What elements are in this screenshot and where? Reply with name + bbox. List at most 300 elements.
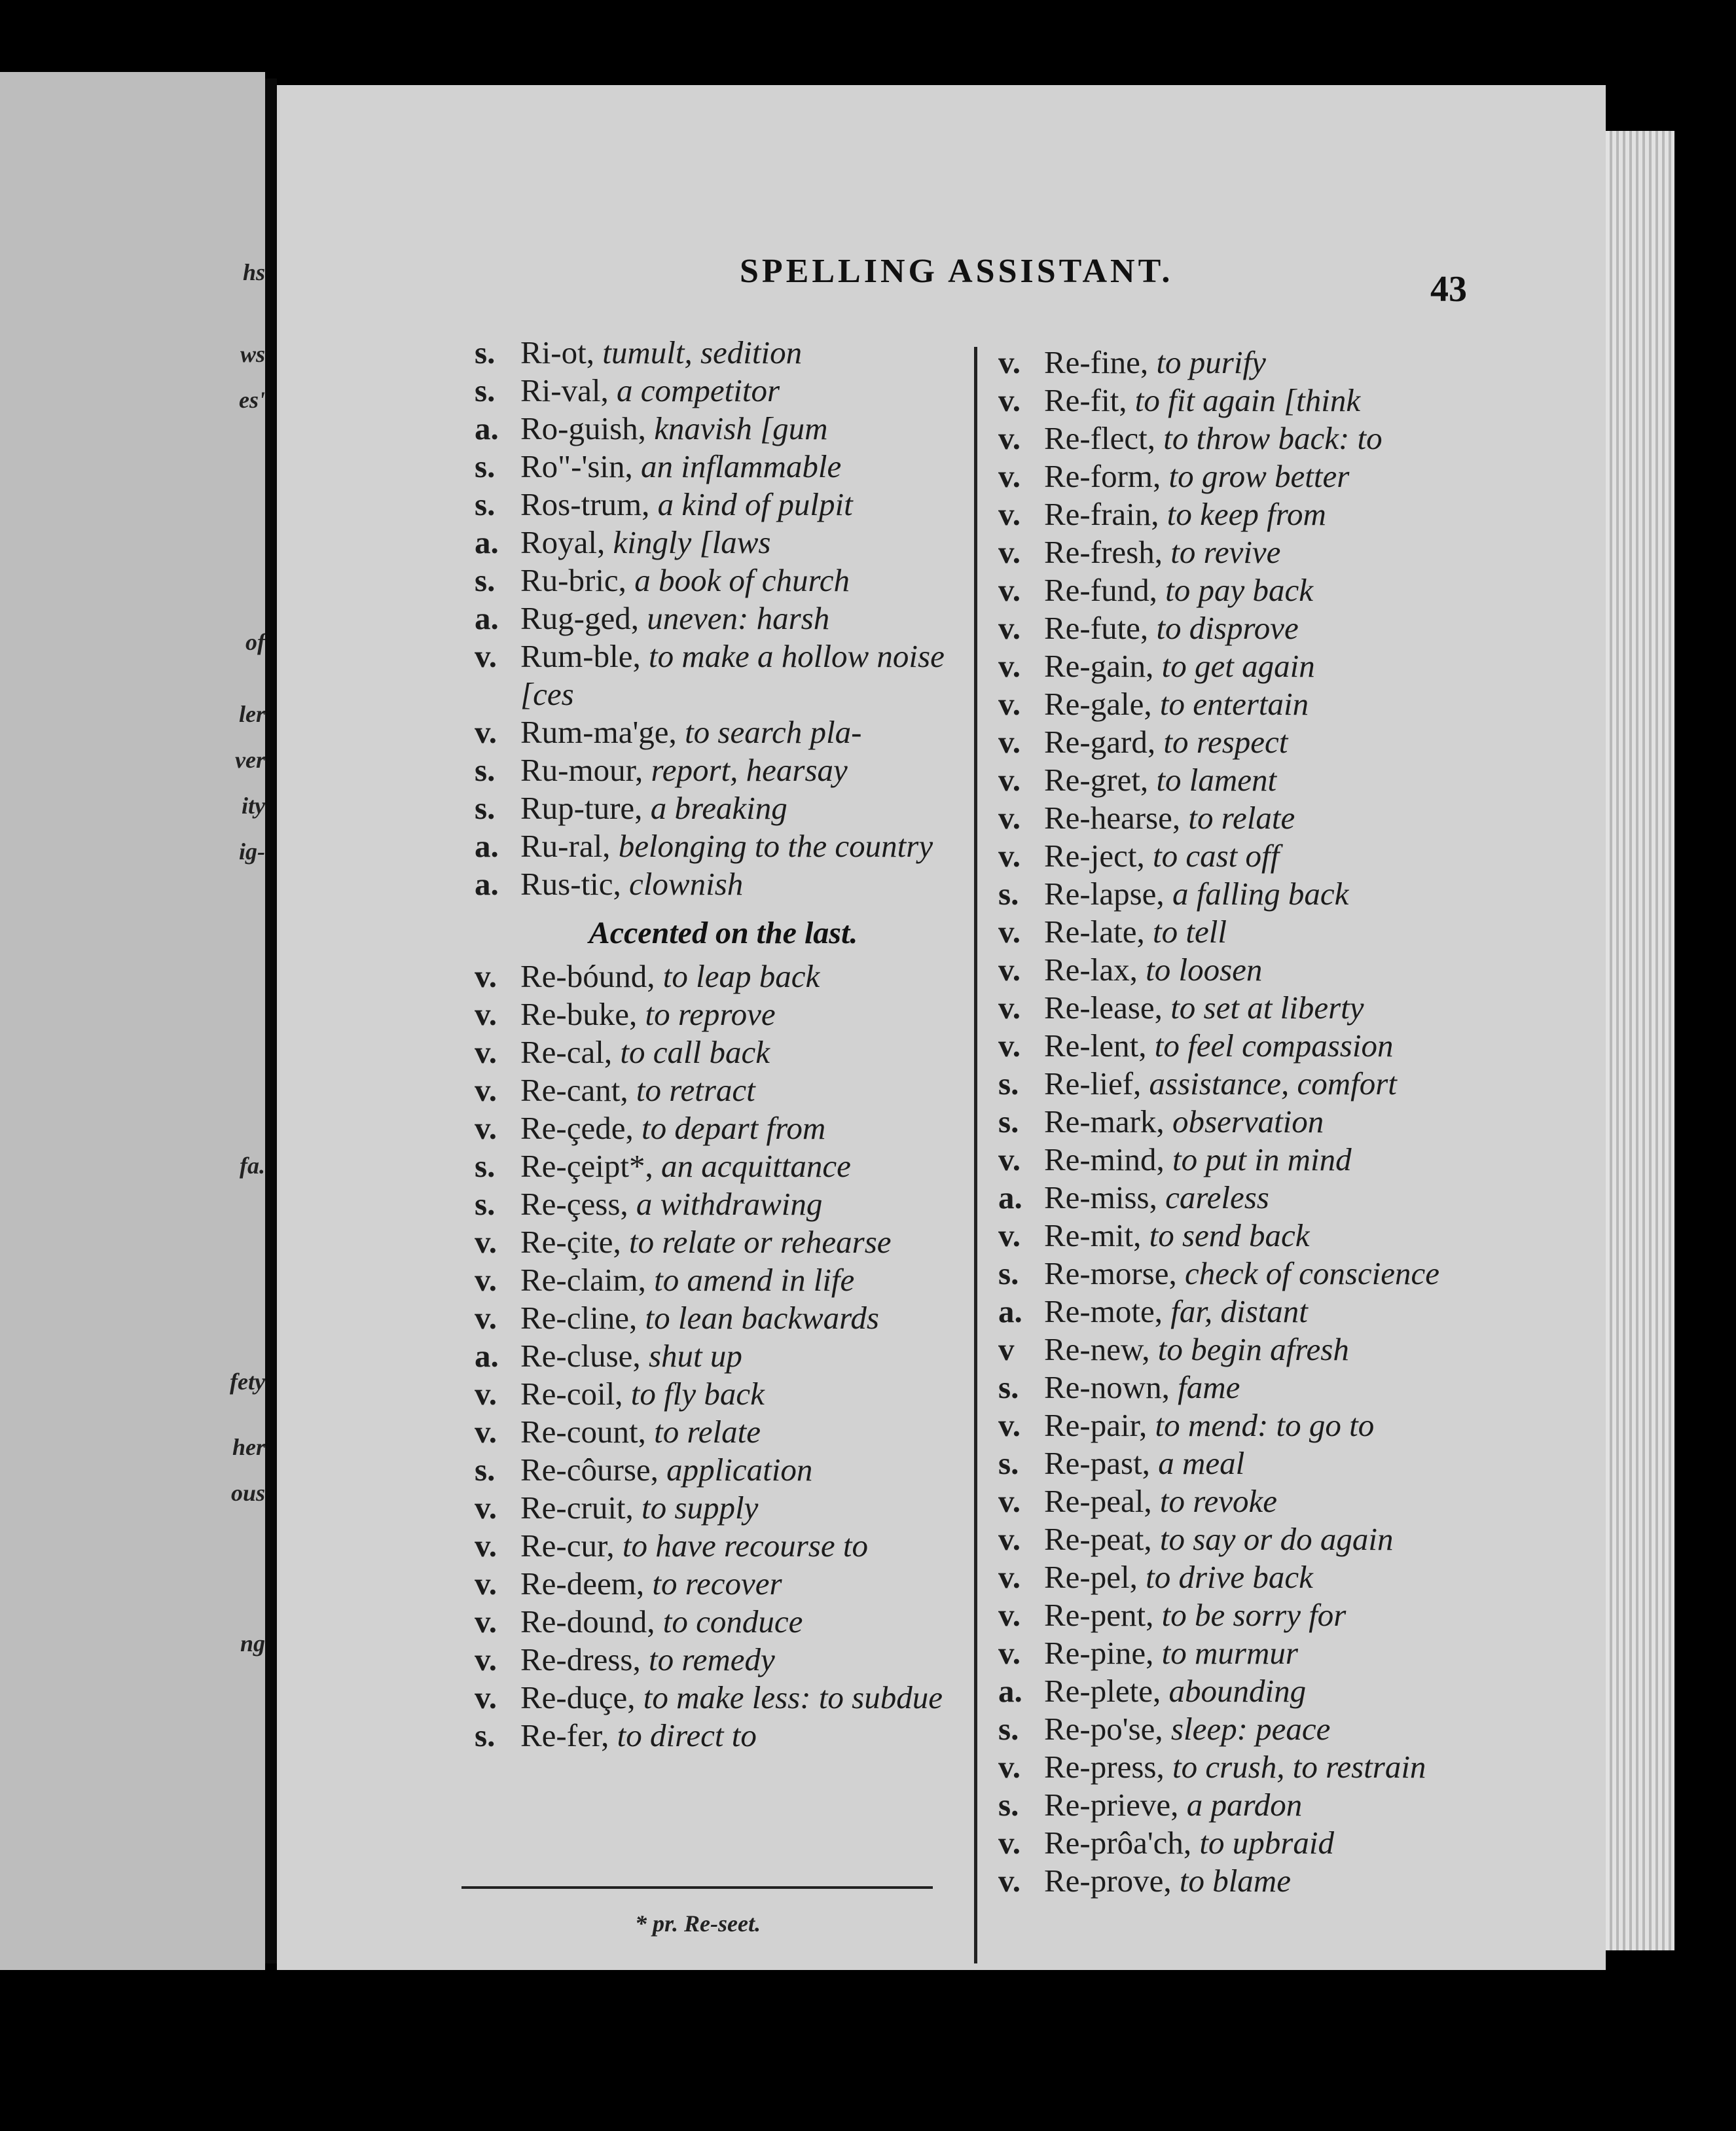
definition: to call back xyxy=(620,1034,770,1070)
dictionary-entry xyxy=(998,1293,1496,1331)
footnote-rule xyxy=(461,1886,933,1889)
headword: Re-pel, xyxy=(1044,1559,1138,1595)
definition: abounding xyxy=(1168,1673,1307,1709)
dictionary-entry xyxy=(475,1489,972,1527)
dictionary-entry xyxy=(475,958,972,995)
part-of-speech: a. xyxy=(475,600,499,636)
dictionary-entry xyxy=(998,685,1496,723)
facing-page xyxy=(0,72,265,1970)
part-of-speech: v. xyxy=(998,914,1021,950)
dictionary-entry xyxy=(475,1451,972,1489)
entry-body xyxy=(520,1451,972,1489)
dictionary-entry xyxy=(998,420,1496,457)
part-of-speech: v. xyxy=(998,838,1021,874)
dictionary-entry xyxy=(475,713,972,751)
dictionary-entry xyxy=(475,1527,972,1565)
entry-body xyxy=(520,1185,972,1223)
dictionary-entry xyxy=(998,495,1496,533)
dictionary-entry xyxy=(475,1337,972,1375)
definition: to lament xyxy=(1156,762,1277,798)
dictionary-entry xyxy=(998,1748,1496,1786)
headword: Re-morse, xyxy=(1044,1255,1177,1291)
dictionary-entry xyxy=(475,865,972,903)
headword: Re-cur, xyxy=(520,1528,615,1564)
entry-body xyxy=(520,600,972,637)
entry-body xyxy=(1044,1293,1496,1331)
definition: to loosen xyxy=(1146,952,1263,988)
entry-body xyxy=(1044,1862,1496,1900)
part-of-speech: v. xyxy=(475,1072,497,1108)
dictionary-entry xyxy=(475,1565,972,1603)
entry-body xyxy=(1044,951,1496,989)
dictionary-entry xyxy=(998,1141,1496,1179)
dictionary-entry xyxy=(475,1679,972,1717)
headword: Ri-val, xyxy=(520,372,609,408)
headword: Royal, xyxy=(520,524,606,560)
definition: a competitor xyxy=(616,372,780,408)
entry-body xyxy=(1044,1672,1496,1710)
headword: Re-bóund, xyxy=(520,958,655,994)
part-of-speech: v. xyxy=(998,1217,1021,1253)
part-of-speech: s. xyxy=(998,1711,1019,1747)
entry-body xyxy=(520,1299,972,1337)
entry-body xyxy=(1044,875,1496,913)
part-of-speech: v. xyxy=(475,714,497,750)
entry-body xyxy=(520,1413,972,1451)
entry-body xyxy=(520,1679,972,1717)
dictionary-entry xyxy=(998,799,1496,837)
headword: Rum-ma'ge, xyxy=(520,714,677,750)
part-of-speech: v. xyxy=(475,1262,497,1298)
headword: Re-fute, xyxy=(1044,610,1149,646)
part-of-speech: a. xyxy=(998,1673,1022,1709)
definition: to pay back xyxy=(1165,572,1313,608)
facing-page-fragment: ler xyxy=(239,701,265,727)
headword: Re-fer, xyxy=(520,1717,609,1753)
entry-body xyxy=(1044,571,1496,609)
part-of-speech: v. xyxy=(998,1635,1021,1671)
part-of-speech: s. xyxy=(475,752,496,788)
headword: Re-flect, xyxy=(1044,420,1156,456)
headword: Re-fine, xyxy=(1044,344,1149,380)
headword: Re-form, xyxy=(1044,458,1161,494)
entry-body xyxy=(1044,1331,1496,1369)
part-of-speech: s. xyxy=(475,1148,496,1184)
part-of-speech: v. xyxy=(998,686,1021,722)
headword: Re-coil, xyxy=(520,1376,623,1412)
part-of-speech: v. xyxy=(998,534,1021,570)
part-of-speech: v. xyxy=(998,610,1021,646)
dictionary-entry xyxy=(475,1033,972,1071)
headword: Rum-ble, xyxy=(520,638,641,674)
part-of-speech: v. xyxy=(475,1566,497,1602)
definition: to tell xyxy=(1152,914,1227,950)
dictionary-entry xyxy=(998,1862,1496,1900)
part-of-speech: s. xyxy=(998,1369,1019,1405)
entry-body xyxy=(1044,1634,1496,1672)
headword: Re-cal, xyxy=(520,1034,613,1070)
headword: Re-duçe, xyxy=(520,1679,636,1715)
dictionary-entry xyxy=(475,524,972,562)
entry-body xyxy=(1044,913,1496,951)
definition: to send back xyxy=(1149,1217,1310,1253)
entry-body xyxy=(520,958,972,995)
headword: Re-gain, xyxy=(1044,648,1154,684)
headword: Re-lease, xyxy=(1044,990,1163,1026)
entry-body xyxy=(1044,1406,1496,1444)
footnote: * pr. Re-seet. xyxy=(635,1910,761,1937)
definition: to feel compassion xyxy=(1154,1028,1394,1064)
entry-body xyxy=(520,1375,972,1413)
entry-body xyxy=(520,865,972,903)
dictionary-entry xyxy=(475,1109,972,1147)
headword: Ro"-'sin, xyxy=(520,448,633,484)
part-of-speech: v. xyxy=(998,1863,1021,1899)
definition: to fit again [think xyxy=(1134,382,1361,418)
dictionary-entry xyxy=(475,1071,972,1109)
headword: Re-lent, xyxy=(1044,1028,1147,1064)
dictionary-entry xyxy=(475,995,972,1033)
entry-body xyxy=(1044,382,1496,420)
headword: Re-prove, xyxy=(1044,1863,1172,1899)
headword: Re-çite, xyxy=(520,1224,621,1260)
definition: to have recourse to xyxy=(622,1528,868,1564)
part-of-speech: v. xyxy=(998,648,1021,684)
entry-body xyxy=(520,372,972,410)
definition: to mend: to go to xyxy=(1155,1407,1375,1443)
definition: to be sorry for xyxy=(1161,1597,1347,1633)
dictionary-entry xyxy=(998,1027,1496,1065)
dictionary-entry xyxy=(998,761,1496,799)
entry-body xyxy=(1044,1444,1496,1482)
definition: to drive back xyxy=(1146,1559,1313,1595)
dictionary-entry xyxy=(998,647,1496,685)
entry-body xyxy=(520,1489,972,1527)
headword: Re-mark, xyxy=(1044,1103,1165,1139)
entry-body xyxy=(520,1261,972,1299)
part-of-speech: v. xyxy=(998,724,1021,760)
dictionary-entry xyxy=(998,1179,1496,1217)
dictionary-entry xyxy=(998,533,1496,571)
entry-body xyxy=(1044,1179,1496,1217)
definition: to search pla- xyxy=(685,714,862,750)
dictionary-entry xyxy=(998,1558,1496,1596)
entry-body xyxy=(520,1717,972,1755)
entry-body xyxy=(520,448,972,486)
facing-page-fragment: ver xyxy=(235,747,265,773)
definition: to direct to xyxy=(617,1717,757,1753)
dictionary-entry xyxy=(475,372,972,410)
dictionary-entry xyxy=(475,751,972,789)
headword: Re-cant, xyxy=(520,1072,628,1108)
dictionary-entry xyxy=(998,1065,1496,1103)
dictionary-entry xyxy=(475,1261,972,1299)
section-heading: Accented on the last. xyxy=(588,916,858,950)
entry-body xyxy=(1044,533,1496,571)
dictionary-entry xyxy=(475,1641,972,1679)
dictionary-entry xyxy=(998,1103,1496,1141)
facing-page-fragment: ws xyxy=(240,341,265,367)
entry-body xyxy=(1044,1596,1496,1634)
definition: shut up xyxy=(648,1338,742,1374)
headword: Rug-ged, xyxy=(520,600,639,636)
part-of-speech: v. xyxy=(998,1749,1021,1785)
headword: Ri-ot, xyxy=(520,334,594,370)
dictionary-entry xyxy=(475,1413,972,1451)
dictionary-entry xyxy=(998,344,1496,382)
definition: to set at liberty xyxy=(1170,990,1364,1026)
headword: Re-prieve, xyxy=(1044,1787,1179,1823)
facing-page-fragment: ity xyxy=(242,793,265,819)
entry-body xyxy=(520,995,972,1033)
part-of-speech: v. xyxy=(475,1376,497,1412)
entry-body xyxy=(520,1071,972,1109)
book-gutter xyxy=(265,79,277,1963)
dictionary-entry xyxy=(998,723,1496,761)
definition: careless xyxy=(1165,1179,1269,1215)
facing-page-fragment: of xyxy=(245,629,265,655)
part-of-speech: v. xyxy=(475,1110,497,1146)
definition: to purify xyxy=(1156,344,1266,380)
dictionary-entry xyxy=(475,1147,972,1185)
entry-body xyxy=(1044,761,1496,799)
part-of-speech: a. xyxy=(998,1179,1022,1215)
headword: Re-pine, xyxy=(1044,1635,1154,1671)
definition: to revive xyxy=(1170,534,1281,570)
page-edges xyxy=(1606,131,1674,1950)
definition: tumult, sedition xyxy=(602,334,803,370)
headword: Re-cluse, xyxy=(520,1338,641,1374)
dictionary-entry xyxy=(998,1634,1496,1672)
facing-page-fragment: ng xyxy=(240,1630,265,1656)
definition: report, hearsay xyxy=(651,752,848,788)
headword: Re-prôa'ch, xyxy=(1044,1825,1192,1861)
entry-body xyxy=(520,789,972,827)
definition: to disprove xyxy=(1156,610,1299,646)
headword: Re-côurse, xyxy=(520,1452,659,1488)
part-of-speech: s. xyxy=(998,1103,1019,1139)
definition: fame xyxy=(1178,1369,1240,1405)
entry-body xyxy=(520,637,972,713)
definition: to keep from xyxy=(1166,496,1326,532)
part-of-speech: v. xyxy=(998,1407,1021,1443)
definition: to grow better xyxy=(1168,458,1350,494)
entry-body xyxy=(1044,1103,1496,1141)
entry-body xyxy=(520,713,972,751)
definition: to make less: to subdue xyxy=(643,1679,943,1715)
definition: assistance, comfort xyxy=(1149,1066,1397,1101)
entry-body xyxy=(1044,723,1496,761)
headword: Re-cline, xyxy=(520,1300,638,1336)
part-of-speech: v. xyxy=(998,1521,1021,1557)
definition: to relate xyxy=(1188,800,1295,836)
headword: Re-gale, xyxy=(1044,686,1152,722)
definition: to begin afresh xyxy=(1157,1331,1349,1367)
headword: Re-çess, xyxy=(520,1186,628,1222)
headword: Re-past, xyxy=(1044,1445,1150,1481)
dictionary-entry xyxy=(475,1223,972,1261)
headword: Re-buke, xyxy=(520,996,638,1032)
definition: application xyxy=(666,1452,813,1488)
definition: to respect xyxy=(1163,724,1288,760)
definition: to relate xyxy=(654,1414,761,1450)
dictionary-entry xyxy=(998,1217,1496,1255)
definition: to crush, to restrain xyxy=(1172,1749,1426,1785)
part-of-speech: v. xyxy=(998,382,1021,418)
definition: a pardon xyxy=(1186,1787,1303,1823)
entry-body xyxy=(520,1565,972,1603)
part-of-speech: s. xyxy=(998,1255,1019,1291)
part-of-speech: a. xyxy=(998,1293,1022,1329)
part-of-speech: v. xyxy=(998,990,1021,1026)
entry-body xyxy=(520,486,972,524)
dictionary-entry xyxy=(998,609,1496,647)
headword: Re-dress, xyxy=(520,1641,641,1677)
headword: Ro-guish, xyxy=(520,410,646,446)
headword: Ru-bric, xyxy=(520,562,626,598)
part-of-speech: v. xyxy=(475,1224,497,1260)
part-of-speech: s. xyxy=(475,486,496,522)
definition: to lean backwards xyxy=(645,1300,879,1336)
part-of-speech: a. xyxy=(475,1338,499,1374)
definition: to make a hollow noise [ces xyxy=(520,638,945,712)
entry-body xyxy=(1044,685,1496,723)
headword: Rup-ture, xyxy=(520,790,643,826)
definition: belonging to the country xyxy=(618,828,933,864)
page-number: 43 xyxy=(1430,269,1467,310)
entry-body xyxy=(1044,1520,1496,1558)
dictionary-entry xyxy=(475,789,972,827)
headword: Re-mit, xyxy=(1044,1217,1142,1253)
dictionary-entry xyxy=(998,1331,1496,1369)
definition: to depart from xyxy=(642,1110,826,1146)
dictionary-entry xyxy=(475,600,972,637)
part-of-speech: v. xyxy=(475,1603,497,1639)
dictionary-entry xyxy=(475,562,972,600)
headword: Re-lax, xyxy=(1044,952,1138,988)
dictionary-entry xyxy=(475,637,972,713)
facing-page-fragment: es' xyxy=(239,387,265,413)
headword: Re-mote, xyxy=(1044,1293,1163,1329)
definition: to conduce xyxy=(662,1603,803,1639)
dictionary-entry xyxy=(475,410,972,448)
part-of-speech: s. xyxy=(475,1452,496,1488)
dictionary-entry xyxy=(998,989,1496,1027)
entry-body xyxy=(1044,1786,1496,1824)
entry-list-re-first xyxy=(475,958,972,1755)
definition: to supply xyxy=(642,1490,759,1526)
dictionary-entry xyxy=(475,1185,972,1223)
part-of-speech: v. xyxy=(998,458,1021,494)
headword: Rus-tic, xyxy=(520,866,621,902)
headword: Re-peal, xyxy=(1044,1483,1152,1519)
entry-body xyxy=(1044,989,1496,1027)
part-of-speech: v. xyxy=(998,572,1021,608)
dictionary-entry xyxy=(475,1603,972,1641)
part-of-speech: s. xyxy=(475,1186,496,1222)
entry-body xyxy=(1044,1824,1496,1862)
entry-body xyxy=(520,751,972,789)
definition: to amend in life xyxy=(654,1262,855,1298)
dictionary-entry xyxy=(475,334,972,372)
part-of-speech: v. xyxy=(475,1641,497,1677)
entry-body xyxy=(520,827,972,865)
entry-body xyxy=(1044,799,1496,837)
part-of-speech: v. xyxy=(998,1597,1021,1633)
part-of-speech: v. xyxy=(475,1300,497,1336)
part-of-speech: s. xyxy=(998,1066,1019,1101)
definition: a kind of pulpit xyxy=(657,486,853,522)
entry-body xyxy=(520,1337,972,1375)
dictionary-entry xyxy=(998,1786,1496,1824)
entry-body xyxy=(1044,609,1496,647)
dictionary-entry xyxy=(998,457,1496,495)
dictionary-entry xyxy=(475,1717,972,1755)
definition: clownish xyxy=(629,866,744,902)
entry-body xyxy=(1044,1369,1496,1406)
definition: to remedy xyxy=(648,1641,775,1677)
entry-body xyxy=(1044,495,1496,533)
part-of-speech: v. xyxy=(475,1414,497,1450)
entry-body xyxy=(1044,837,1496,875)
part-of-speech: s. xyxy=(998,876,1019,912)
definition: knavish [gum xyxy=(654,410,828,446)
entry-body xyxy=(520,1147,972,1185)
part-of-speech: s. xyxy=(998,1787,1019,1823)
column-divider xyxy=(974,347,977,1963)
definition: to reprove xyxy=(645,996,776,1032)
part-of-speech: s. xyxy=(475,334,496,370)
headword: Re-late, xyxy=(1044,914,1145,950)
headword: Re-gret, xyxy=(1044,762,1149,798)
headword: Re-po'se, xyxy=(1044,1711,1163,1747)
entry-body xyxy=(520,1223,972,1261)
part-of-speech: v. xyxy=(998,420,1021,456)
part-of-speech: v. xyxy=(475,1528,497,1564)
headword: Re-claim, xyxy=(520,1262,646,1298)
definition: to leap back xyxy=(662,958,820,994)
definition: kingly [laws xyxy=(613,524,771,560)
part-of-speech: v. xyxy=(998,1141,1021,1177)
headword: Re-fit, xyxy=(1044,382,1127,418)
part-of-speech: s. xyxy=(475,1717,496,1753)
entry-body xyxy=(1044,1482,1496,1520)
headword: Re-gard, xyxy=(1044,724,1156,760)
part-of-speech: v. xyxy=(475,958,497,994)
headword: Re-peat, xyxy=(1044,1521,1152,1557)
part-of-speech: s. xyxy=(998,1445,1019,1481)
definition: an inflammable xyxy=(641,448,842,484)
headword: Ru-ral, xyxy=(520,828,611,864)
dictionary-entry xyxy=(475,448,972,486)
definition: to recover xyxy=(652,1566,782,1602)
definition: a withdrawing xyxy=(636,1186,823,1222)
headword: Re-deem, xyxy=(520,1566,645,1602)
right-column xyxy=(998,344,1496,1900)
definition: to get again xyxy=(1161,648,1315,684)
dictionary-entry xyxy=(475,1299,972,1337)
dictionary-entry xyxy=(998,1672,1496,1710)
entry-body xyxy=(1044,344,1496,382)
entry-body xyxy=(520,1109,972,1147)
part-of-speech: s. xyxy=(475,562,496,598)
dictionary-entry xyxy=(998,1710,1496,1748)
dictionary-entry xyxy=(475,1375,972,1413)
dictionary-entry xyxy=(998,1255,1496,1293)
headword: Re-pair, xyxy=(1044,1407,1148,1443)
part-of-speech: v. xyxy=(998,1028,1021,1064)
entry-list-r xyxy=(475,334,972,903)
